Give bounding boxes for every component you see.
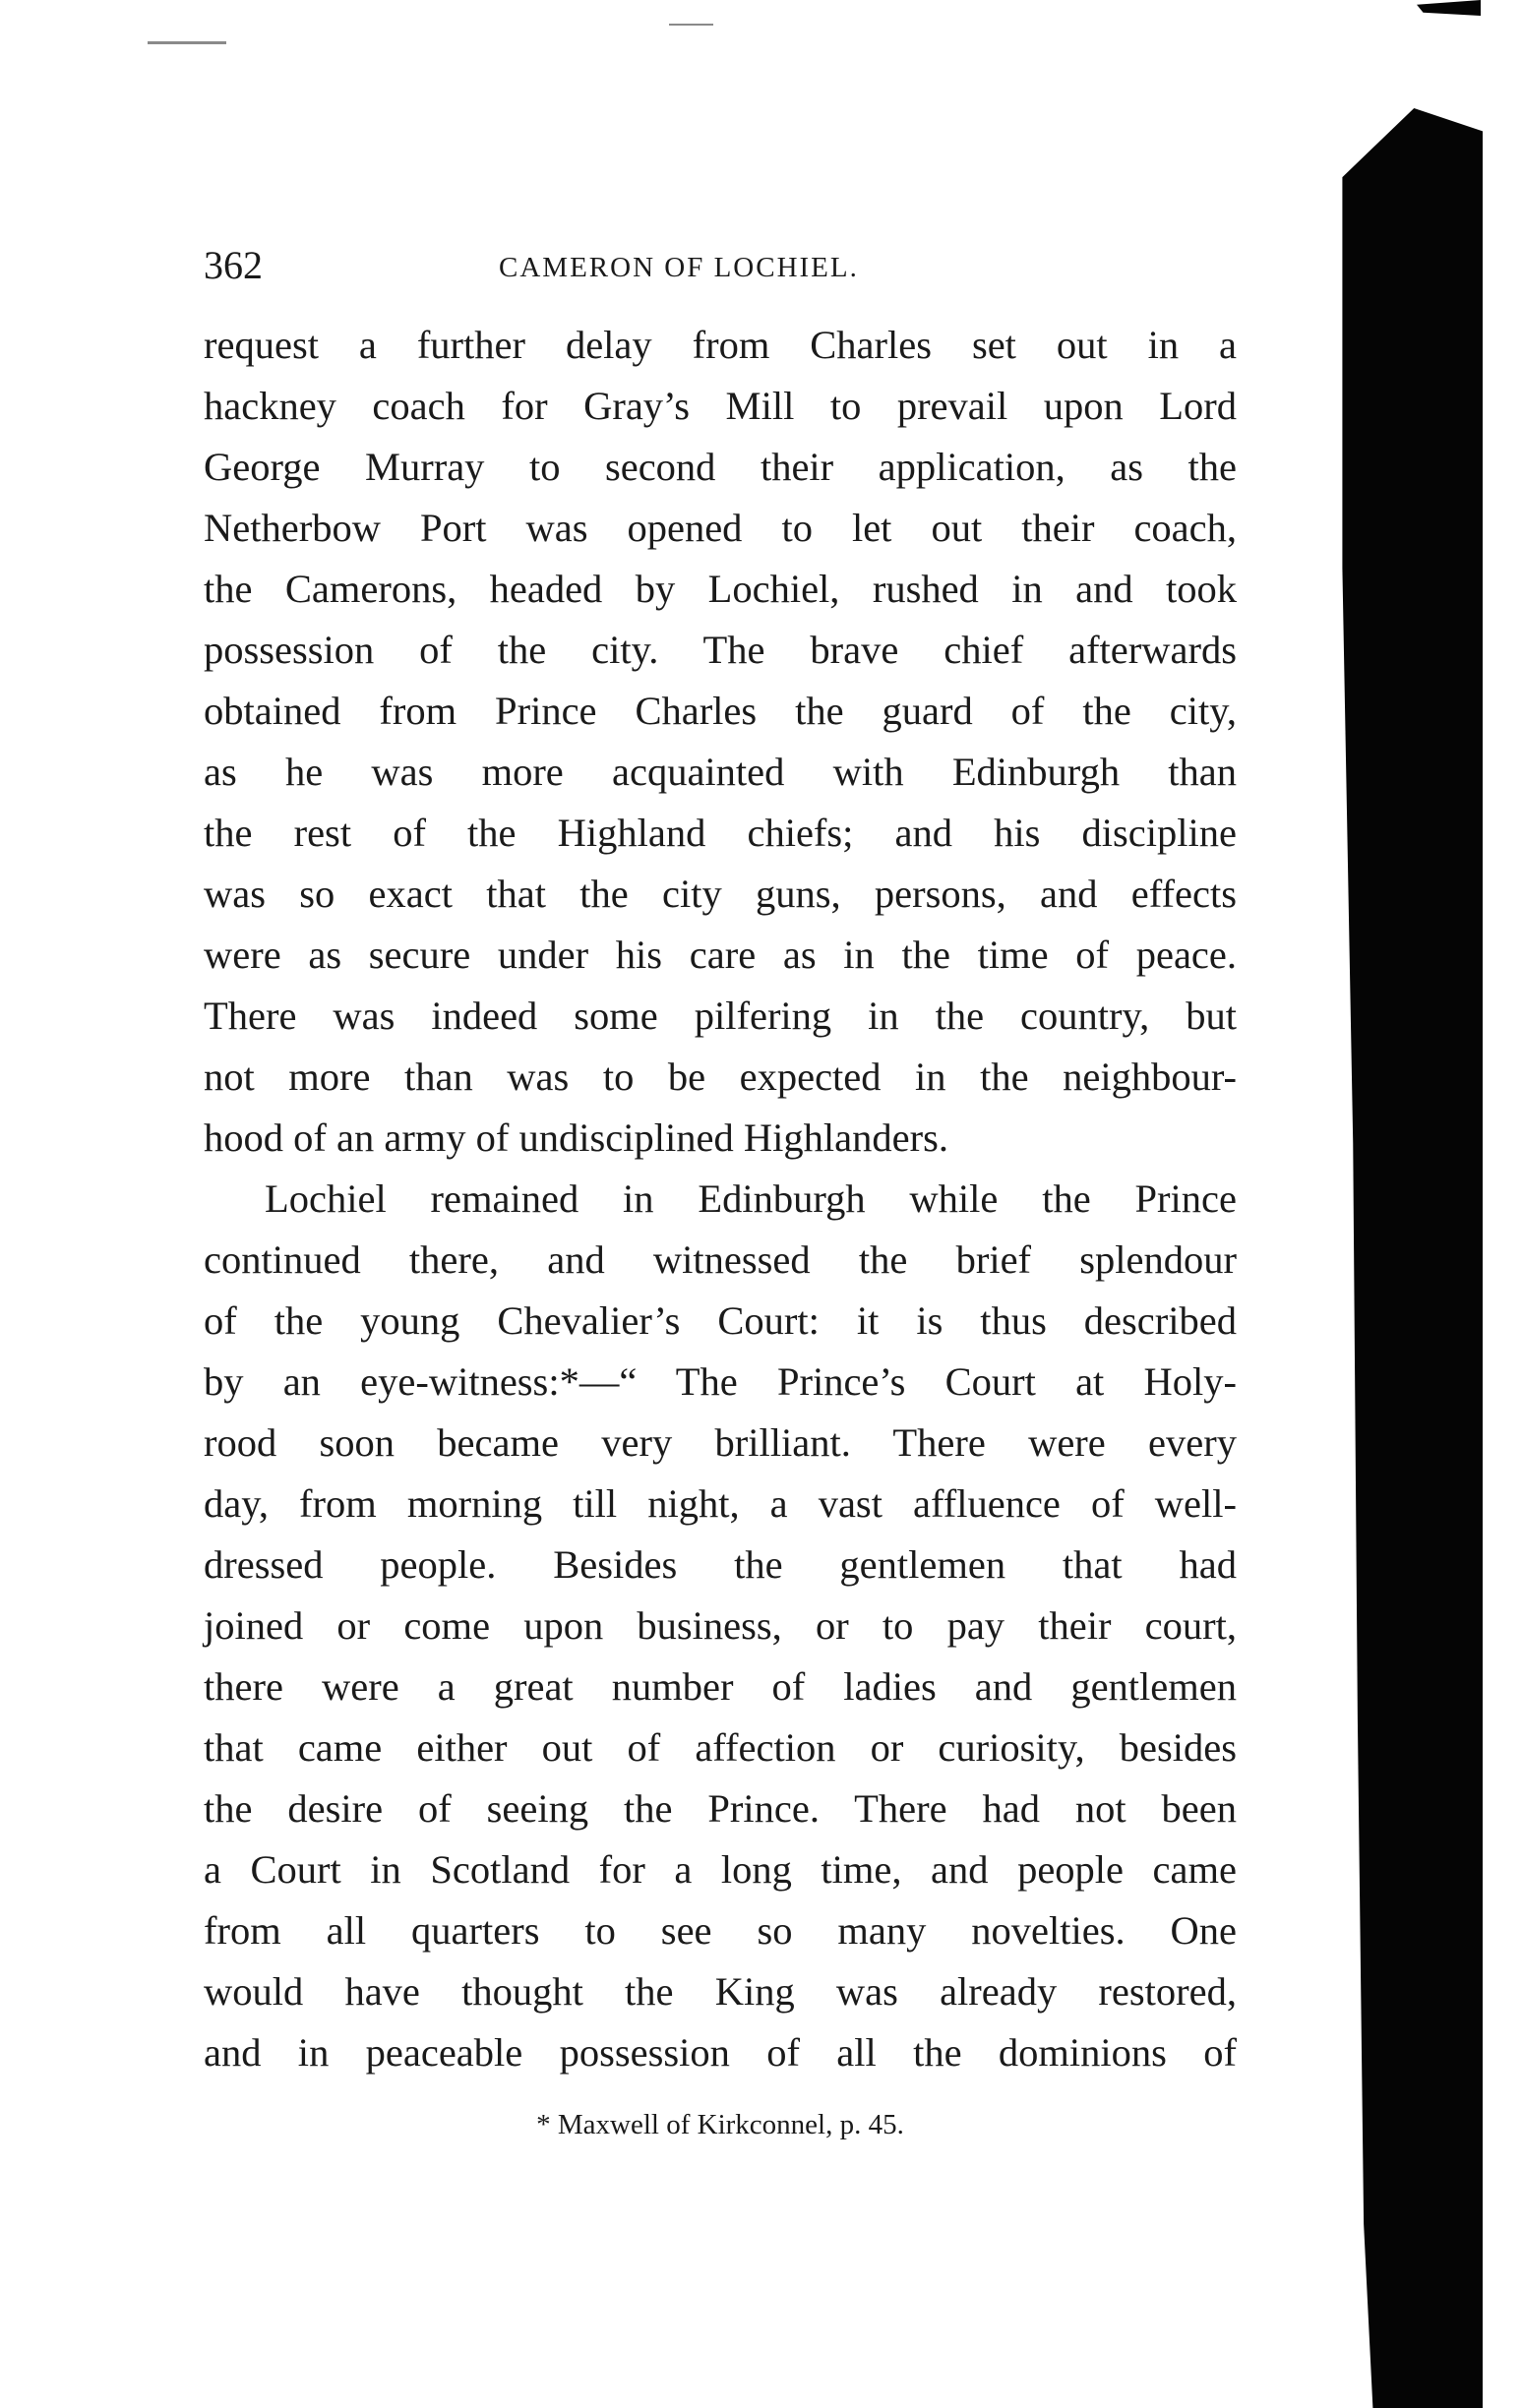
page-header — [204, 236, 1237, 295]
text-line: the rest of the Highland chiefs; and his discipline — [204, 811, 1237, 855]
text-line: possession of the city. The brave chief afterwards — [204, 628, 1237, 672]
text-line: continued there, and witnessed the brief splendour — [204, 1237, 1237, 1282]
text-line: the desire of seeing the Prince. There had not been — [204, 1786, 1237, 1831]
text-line: hackney coach for Gray’s Mill to prevail upon Lord — [204, 384, 1237, 428]
text-line: dressed people. Besides the gentlemen that had — [204, 1542, 1237, 1587]
text-line: joined or come upon business, or to pay their court, — [204, 1603, 1237, 1648]
scan-mark — [148, 41, 226, 44]
text-line: as he was more acquainted with Edinburgh than — [204, 750, 1237, 794]
text-line: not more than was to be expected in the neighbour- — [204, 1054, 1237, 1099]
text-line: the Camerons, headed by Lochiel, rushed in and took — [204, 567, 1237, 611]
text-line: that came either out of affection or curiosity, besides — [204, 1725, 1237, 1770]
page-number: 362 — [204, 243, 263, 287]
text-line: request a further delay from Charles set out in a — [204, 323, 1237, 367]
body-text — [204, 315, 1237, 2083]
binding-edge-top — [1417, 0, 1481, 16]
text-line: obtained from Prince Charles the guard of the city, — [204, 689, 1237, 733]
text-line: would have thought the King was already restored, — [204, 1969, 1237, 2014]
text-line: of the young Chevalier’s Court: it is thus described — [204, 1298, 1237, 1343]
text-line: a Court in Scotland for a long time, and people came — [204, 1847, 1237, 1892]
text-line: There was indeed some pilfering in the country, but — [204, 993, 1237, 1038]
text-line: Netherbow Port was opened to let out their coach, — [204, 506, 1237, 550]
text-line: were as secure under his care as in the time of peace. — [204, 933, 1237, 977]
text-line: by an eye-witness:*—“ The Prince’s Court at Holy- — [204, 1359, 1237, 1404]
text-line: from all quarters to see so many novelties. One — [204, 1908, 1237, 1953]
text-line: and in peaceable possession of all the dominions of — [204, 2030, 1237, 2075]
text-line: was so exact that the city guns, persons, and effects — [204, 872, 1237, 916]
text-line: day, from morning till night, a vast affluence of well- — [204, 1481, 1237, 1526]
text-line: Lochiel remained in Edinburgh while the Prince — [265, 1176, 1237, 1221]
text-line: George Murray to second their application, as the — [204, 445, 1237, 489]
text-line: there were a great number of ladies and gentlemen — [204, 1664, 1237, 1709]
running-title: CAMERON OF LOCHIEL. — [499, 252, 859, 283]
footnote: * Maxwell of Kirkconnel, p. 45. — [536, 2109, 904, 2140]
text-line: rood soon became very brilliant. There were every — [204, 1420, 1237, 1465]
text-line: hood of an army of undisciplined Highlanders. — [204, 1115, 948, 1160]
scan-mark — [669, 24, 713, 26]
binding-edge — [1330, 108, 1483, 2408]
